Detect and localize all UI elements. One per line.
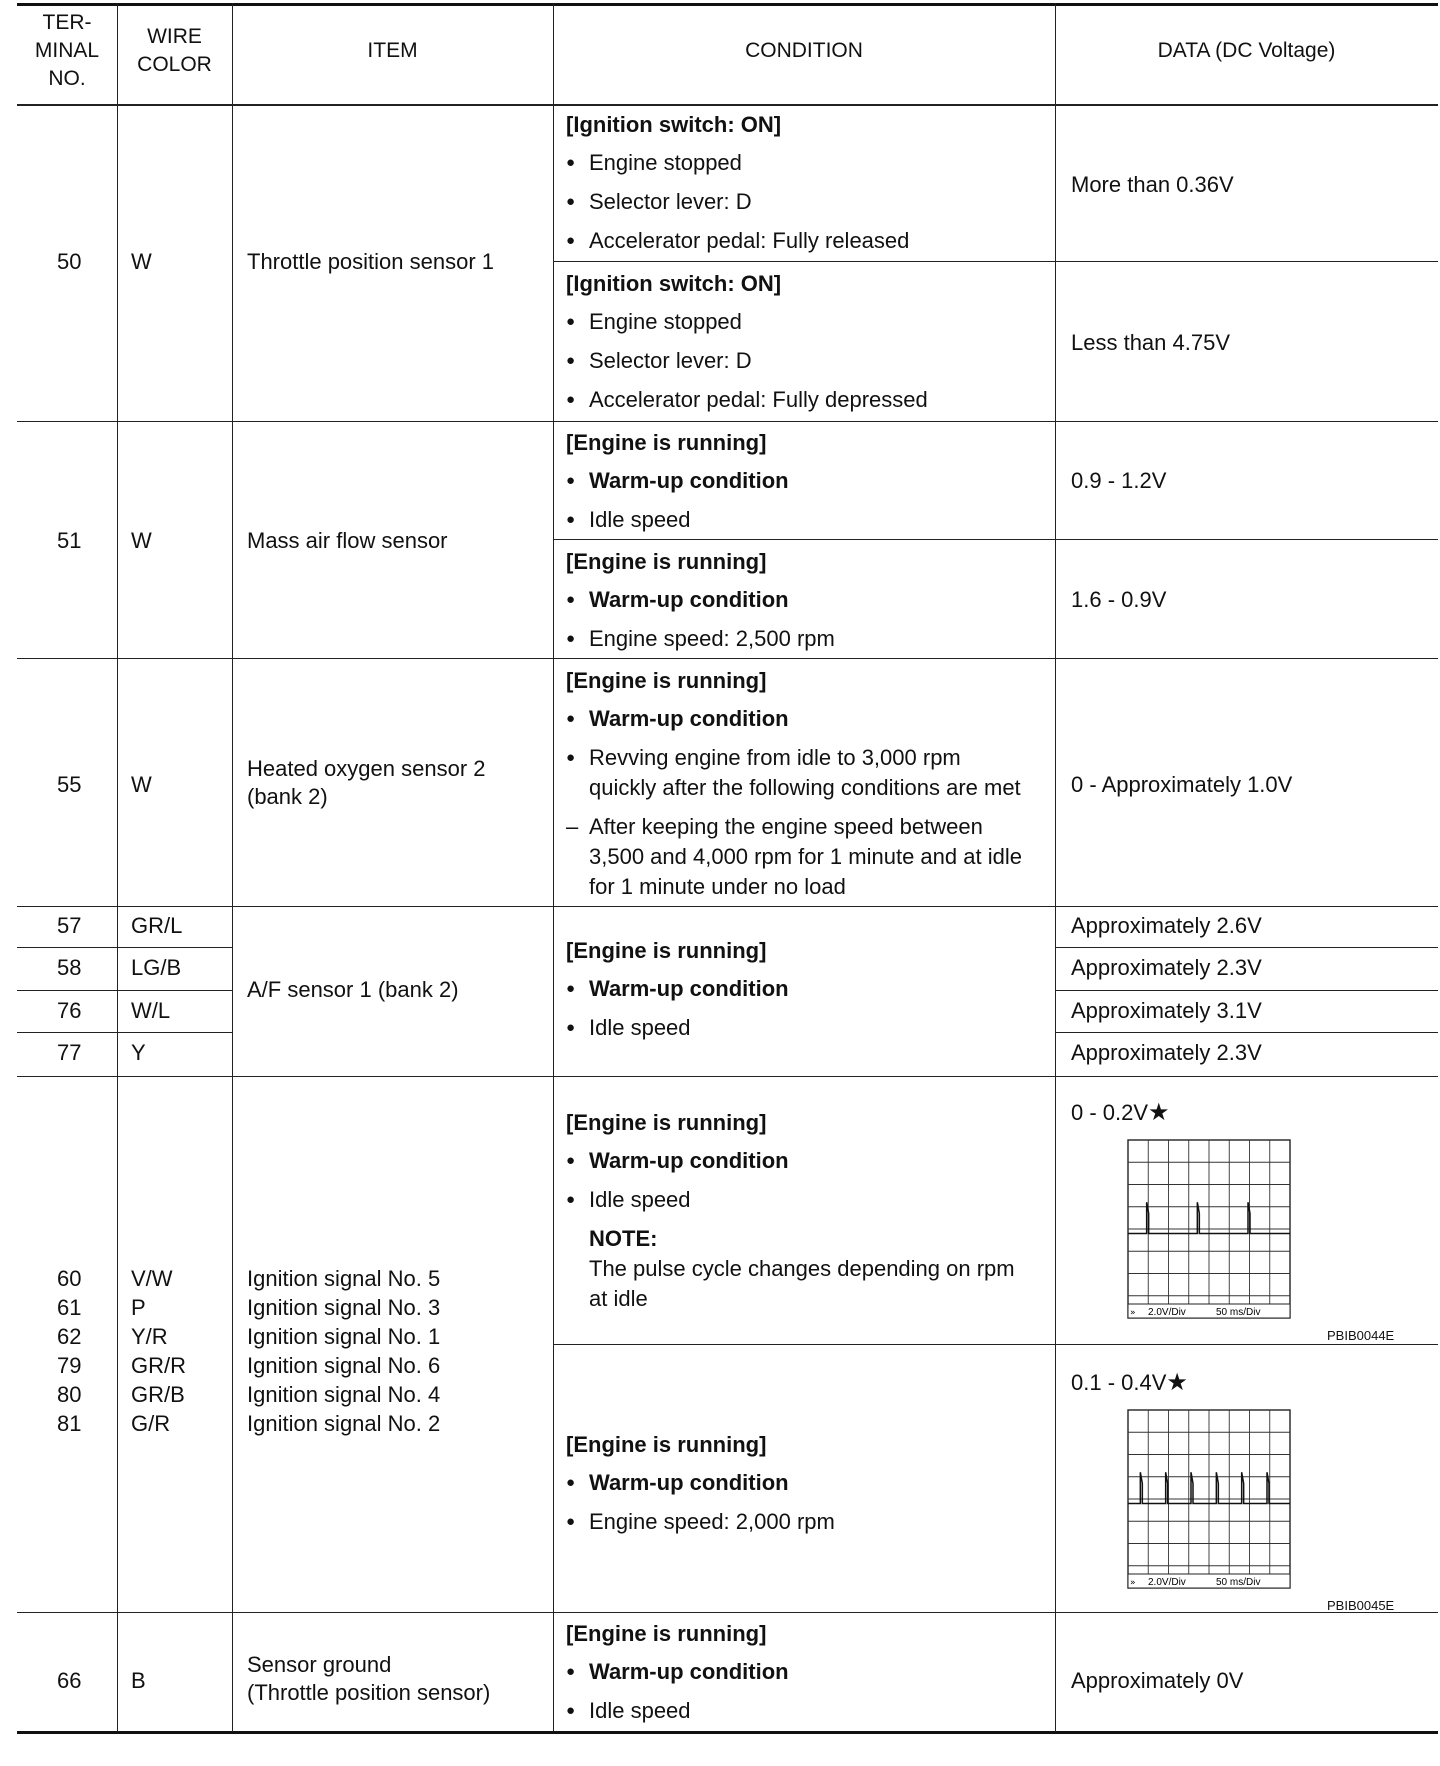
scope-voltage-scale: 2.0V/Div [1148, 1577, 1186, 1588]
terminal-number: 60 [57, 1266, 82, 1291]
scope-time-scale: 50 ms/Div [1216, 1307, 1261, 1318]
wire-color: G/R [131, 1411, 171, 1436]
item-name: Ignition signal No. 4 [247, 1382, 441, 1407]
condition-line: quickly after the following conditions are met [589, 775, 1021, 800]
row-50-bottom [17, 421, 1438, 422]
header-data: DATA (DC Voltage) [1157, 39, 1336, 62]
terminal-number: 55 [57, 772, 82, 797]
note-heading: NOTE: [589, 1226, 658, 1251]
condition-bullet: ● Idle speed [589, 1697, 691, 1725]
fast-forward-icon: » [1130, 1578, 1136, 1588]
header-condition: CONDITION [745, 39, 863, 62]
header-item: ITEM [367, 39, 418, 62]
condition-line: – After keeping the engine speed between [589, 814, 983, 839]
wire-color: B [131, 1668, 146, 1693]
header-wire-line: WIRE [147, 25, 202, 48]
note-line: The pulse cycle changes depending on rpm [589, 1256, 1015, 1281]
condition-line: 3,500 and 4,000 rpm for 1 minute and at idle [589, 844, 1022, 869]
condition-bullet: ● Idle speed [589, 1014, 691, 1042]
af-row-rule-3 [17, 1032, 232, 1033]
condition-bullet: ● Warm-up condition [589, 1658, 789, 1686]
item-name: Mass air flow sensor [247, 528, 448, 553]
data-value: More than 0.36V [1071, 172, 1234, 197]
condition-heading: [Engine is running] [566, 1621, 767, 1646]
wire-color: W [131, 772, 152, 797]
scope-time-scale: 50 ms/Div [1216, 1577, 1261, 1588]
item-name [247, 755, 486, 811]
data-value: 0 - Approximately 1.0V [1071, 772, 1293, 797]
terminal-number: 57 [57, 913, 82, 938]
condition-line: for 1 minute under no load [589, 874, 846, 899]
note-line: at idle [589, 1286, 648, 1311]
condition-heading: [Ignition switch: ON] [566, 112, 782, 137]
note-text [589, 1255, 1015, 1313]
condition-bullet: ● Warm-up condition [589, 975, 789, 1003]
data-value [1071, 1369, 1188, 1397]
data-value: Approximately 2.6V [1071, 913, 1262, 938]
af-row-rule-2 [17, 990, 232, 991]
data-value: 0.9 - 1.2V [1071, 468, 1167, 493]
condition-bullet: ● Accelerator pedal: Fully depressed [589, 386, 928, 414]
header-terminal-line: MINAL [34, 39, 100, 62]
col-rule-1 [117, 3, 118, 1732]
item-name: Throttle position sensor 1 [247, 249, 495, 274]
figure-reference: PBIB0045E [1327, 1598, 1395, 1613]
header-terminal-line: TER- [42, 11, 92, 34]
item-name: Ignition signal No. 2 [247, 1411, 441, 1436]
row-55-bottom [17, 906, 1438, 907]
col-rule-4 [1055, 3, 1056, 1732]
item-name-list [247, 1264, 440, 1438]
condition-bullet: ● Accelerator pedal: Fully released [589, 227, 909, 255]
item-name-line: Heated oxygen sensor 2 [247, 756, 486, 781]
star-icon: ★ [1148, 1099, 1170, 1126]
condition-bullet: ● Warm-up condition [589, 1469, 789, 1497]
terminal-number: 79 [57, 1353, 82, 1378]
condition-bullet: ● Engine speed: 2,000 rpm [589, 1508, 835, 1536]
terminal-number: 66 [57, 1668, 82, 1693]
terminal-number: 50 [57, 249, 82, 274]
condition-bullet: ● Warm-up condition [589, 586, 789, 614]
terminal-number: 80 [57, 1382, 82, 1407]
row-51-split [553, 539, 1438, 540]
condition-bullet: ● Warm-up condition [589, 467, 789, 495]
terminal-number: 62 [57, 1324, 82, 1349]
ign-bottom [17, 1612, 1438, 1613]
condition-bullet [589, 744, 1021, 802]
table-bottom-border [17, 1731, 1438, 1734]
wire-color: W/L [131, 998, 171, 1023]
item-name-line: (bank 2) [247, 784, 328, 809]
af-row-rule-1 [17, 947, 232, 948]
wire-color: W [131, 249, 152, 274]
table-top-border [17, 3, 1438, 6]
terminal-number: 58 [57, 955, 82, 980]
wire-color: LG/B [131, 955, 182, 980]
condition-bullet: ● Warm-up condition [589, 1147, 789, 1175]
data-value: Approximately 2.3V [1071, 955, 1262, 980]
wire-color: Y [131, 1040, 146, 1065]
data-value: Approximately 2.3V [1071, 1040, 1262, 1065]
header-bottom-rule [17, 104, 1438, 106]
item-name [247, 1651, 490, 1707]
terminal-number-list [57, 1264, 81, 1438]
af-data-rule-1 [1055, 947, 1438, 948]
terminal-number: 61 [57, 1295, 82, 1320]
terminal-number: 51 [57, 528, 82, 553]
wire-color: P [131, 1295, 146, 1320]
wire-color: GR/B [131, 1382, 185, 1407]
af-data-rule-2 [1055, 990, 1438, 991]
condition-bullet: ● Engine speed: 2,500 rpm [589, 625, 835, 653]
terminal-number: 76 [57, 998, 82, 1023]
af-data-rule-3 [1055, 1032, 1438, 1033]
condition-bullet: ● Warm-up condition [589, 705, 789, 733]
condition-bullet: ● Idle speed [589, 506, 691, 534]
scope-voltage-scale: 2.0V/Div [1148, 1307, 1186, 1318]
condition-heading: [Engine is running] [566, 430, 767, 455]
wire-color: Y/R [131, 1324, 168, 1349]
header-terminal [17, 9, 117, 93]
condition-heading: [Ignition switch: ON] [566, 271, 782, 296]
terminal-number: 81 [57, 1411, 82, 1436]
col-rule-2 [232, 3, 233, 1732]
terminal-number: 77 [57, 1040, 82, 1065]
fast-forward-icon: » [1130, 1308, 1136, 1318]
data-value: Less than 4.75V [1071, 330, 1231, 355]
item-name: Ignition signal No. 1 [247, 1324, 441, 1349]
data-value: 1.6 - 0.9V [1071, 587, 1167, 612]
item-name: Ignition signal No. 5 [247, 1266, 441, 1291]
row-51-bottom [17, 658, 1438, 659]
col-rule-3 [553, 3, 554, 1732]
data-value-text: 0.1 - 0.4V [1071, 1370, 1167, 1395]
af-bottom [17, 1076, 1438, 1077]
oscilloscope-waveform [1126, 1408, 1294, 1592]
item-name-line: Sensor ground [247, 1652, 392, 1677]
condition-line: ● Revving engine from idle to 3,000 rpm [589, 745, 961, 770]
figure-reference: PBIB0044E [1327, 1328, 1395, 1343]
condition-bullet: ● Idle speed [589, 1186, 691, 1214]
wire-color: GR/R [131, 1353, 186, 1378]
wire-color: GR/L [131, 913, 183, 938]
item-name: A/F sensor 1 (bank 2) [247, 977, 459, 1002]
wire-color: V/W [131, 1266, 173, 1291]
terminal-data-table [17, 3, 1438, 1751]
oscilloscope-waveform [1126, 1138, 1294, 1322]
condition-bullet: ● Engine stopped [589, 149, 742, 177]
header-wire-color [117, 23, 232, 79]
header-wire-line: COLOR [137, 53, 212, 76]
item-name: Ignition signal No. 3 [247, 1295, 441, 1320]
data-value: Approximately 0V [1071, 1668, 1244, 1693]
wire-color-list [131, 1264, 186, 1438]
condition-heading: [Engine is running] [566, 549, 767, 574]
condition-heading: [Engine is running] [566, 938, 767, 963]
wire-color: W [131, 528, 152, 553]
condition-bullet: ● Engine stopped [589, 308, 742, 336]
star-icon: ★ [1166, 1369, 1188, 1396]
item-name: Ignition signal No. 6 [247, 1353, 441, 1378]
row-50-split [553, 261, 1438, 262]
data-value-text: 0 - 0.2V [1071, 1100, 1149, 1125]
condition-heading: [Engine is running] [566, 668, 767, 693]
condition-subitem [589, 813, 1022, 901]
condition-bullet: ● Selector lever: D [589, 347, 752, 375]
ign-split [553, 1344, 1438, 1345]
data-value [1071, 1099, 1170, 1127]
condition-heading: [Engine is running] [566, 1110, 767, 1135]
condition-heading: [Engine is running] [566, 1432, 767, 1457]
data-value: Approximately 3.1V [1071, 998, 1262, 1023]
header-terminal-line: NO. [48, 67, 86, 90]
item-name-line: (Throttle position sensor) [247, 1680, 491, 1705]
condition-bullet: ● Selector lever: D [589, 188, 752, 216]
